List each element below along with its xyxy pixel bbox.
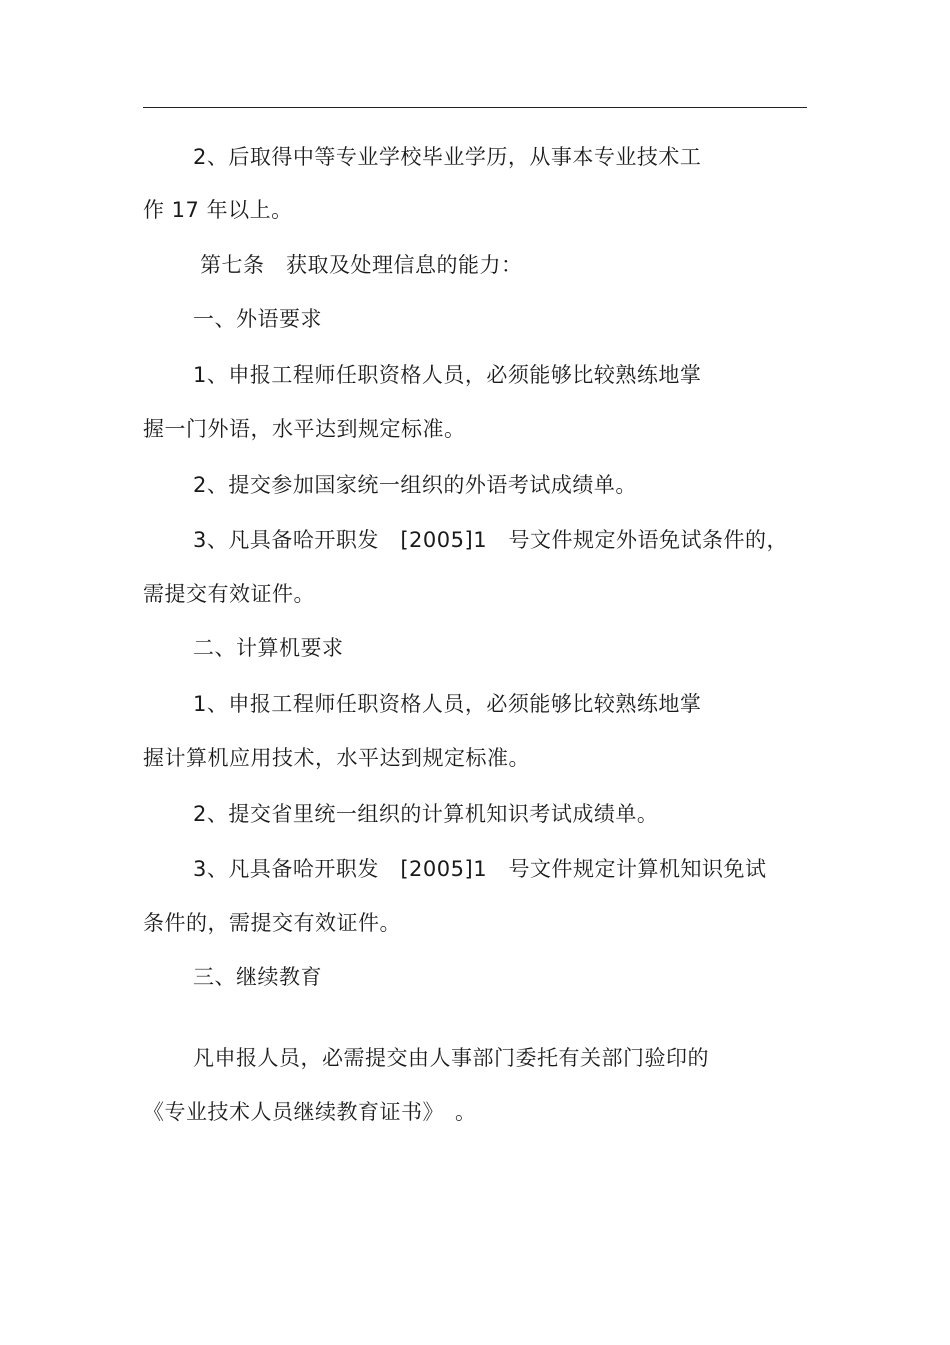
continuing-education-line-2: 《专业技术人员继续教育证书》 。 [143,1100,477,1124]
foreign-language-item-1-line-1: 1、申报工程师任职资格人员，必须能够比较熟练地掌 [193,363,702,387]
item-2-education-line-1: 2、后取得中等专业学校毕业学历，从事本专业技术工 [193,145,702,169]
item-2-education-line-2: 作 17 年以上。 [143,198,293,222]
foreign-language-item-2: 2、提交参加国家统一组织的外语考试成绩单。 [193,473,637,497]
continuing-education-line-1: 凡申报人员，必需提交由人事部门委托有关部门验印的 [193,1046,709,1070]
foreign-language-item-1-line-2: 握一门外语，水平达到规定标准。 [143,417,466,441]
computer-item-1-line-2: 握计算机应用技术，水平达到规定标准。 [143,746,530,770]
section-continuing-education-heading: 三、继续教育 [193,965,322,989]
foreign-language-item-3-line-2: 需提交有效证件。 [143,582,315,606]
header-rule [143,107,807,108]
computer-item-3-line-1: 3、凡具备哈开职发 [2005]1 号文件规定计算机知识免试 [193,857,767,881]
section-computer-heading: 二、计算机要求 [193,636,344,660]
foreign-language-item-3-line-1: 3、凡具备哈开职发 [2005]1 号文件规定外语免试条件的， [193,528,789,552]
section-foreign-language-heading: 一、外语要求 [193,307,322,331]
computer-item-3-line-2: 条件的，需提交有效证件。 [143,911,401,935]
computer-item-2: 2、提交省里统一组织的计算机知识考试成绩单。 [193,802,659,826]
article-7-heading: 第七条 获取及处理信息的能力： [200,253,523,277]
computer-item-1-line-1: 1、申报工程师任职资格人员，必须能够比较熟练地掌 [193,692,702,716]
